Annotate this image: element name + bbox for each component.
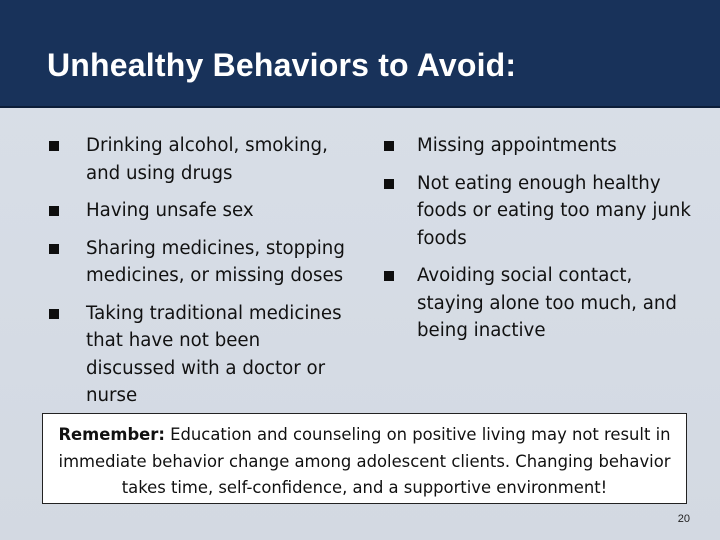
square-bullet-icon: [49, 141, 59, 151]
bullet-item: [49, 132, 349, 187]
page-number: 20: [677, 513, 690, 525]
callout-text: Education and counseling on positive living may not result in immediate behavior change among adolescent clients. Changing behavior takes time, self-confidence, and a supportive environment!: [58, 425, 671, 497]
square-bullet-icon: [49, 309, 59, 319]
bullet-item: [384, 170, 699, 253]
bullet-text: Avoiding social contact, staying alone too much, and being inactive: [417, 265, 677, 341]
bullet-item: [384, 132, 699, 160]
bullet-item: [49, 197, 349, 225]
square-bullet-icon: [49, 206, 59, 216]
bullet-item: [384, 262, 699, 345]
bullet-item: [49, 235, 349, 290]
square-bullet-icon: [384, 271, 394, 281]
bullet-text: Missing appointments: [417, 135, 617, 156]
callout-label: Remember:: [58, 425, 165, 444]
bullet-text: Not eating enough healthy foods or eating too many junk foods: [417, 172, 691, 249]
right-bullet-list: [384, 132, 699, 355]
left-bullet-list: [49, 132, 349, 420]
square-bullet-icon: [384, 179, 394, 189]
bullet-text: Taking traditional medicines that have not been discussed with a doctor or nurse: [86, 302, 342, 406]
square-bullet-icon: [384, 141, 394, 151]
slide-title: Unhealthy Behaviors to Avoid:: [47, 47, 517, 83]
square-bullet-icon: [49, 244, 59, 254]
bullet-text: Having unsafe sex: [86, 200, 254, 221]
bullet-text: Drinking alcohol, smoking, and using drugs: [86, 135, 328, 184]
remember-callout: [42, 413, 687, 504]
bullet-item: [49, 300, 349, 410]
bullet-text: Sharing medicines, stopping medicines, or missing doses: [86, 237, 345, 286]
title-bar: [0, 0, 720, 108]
